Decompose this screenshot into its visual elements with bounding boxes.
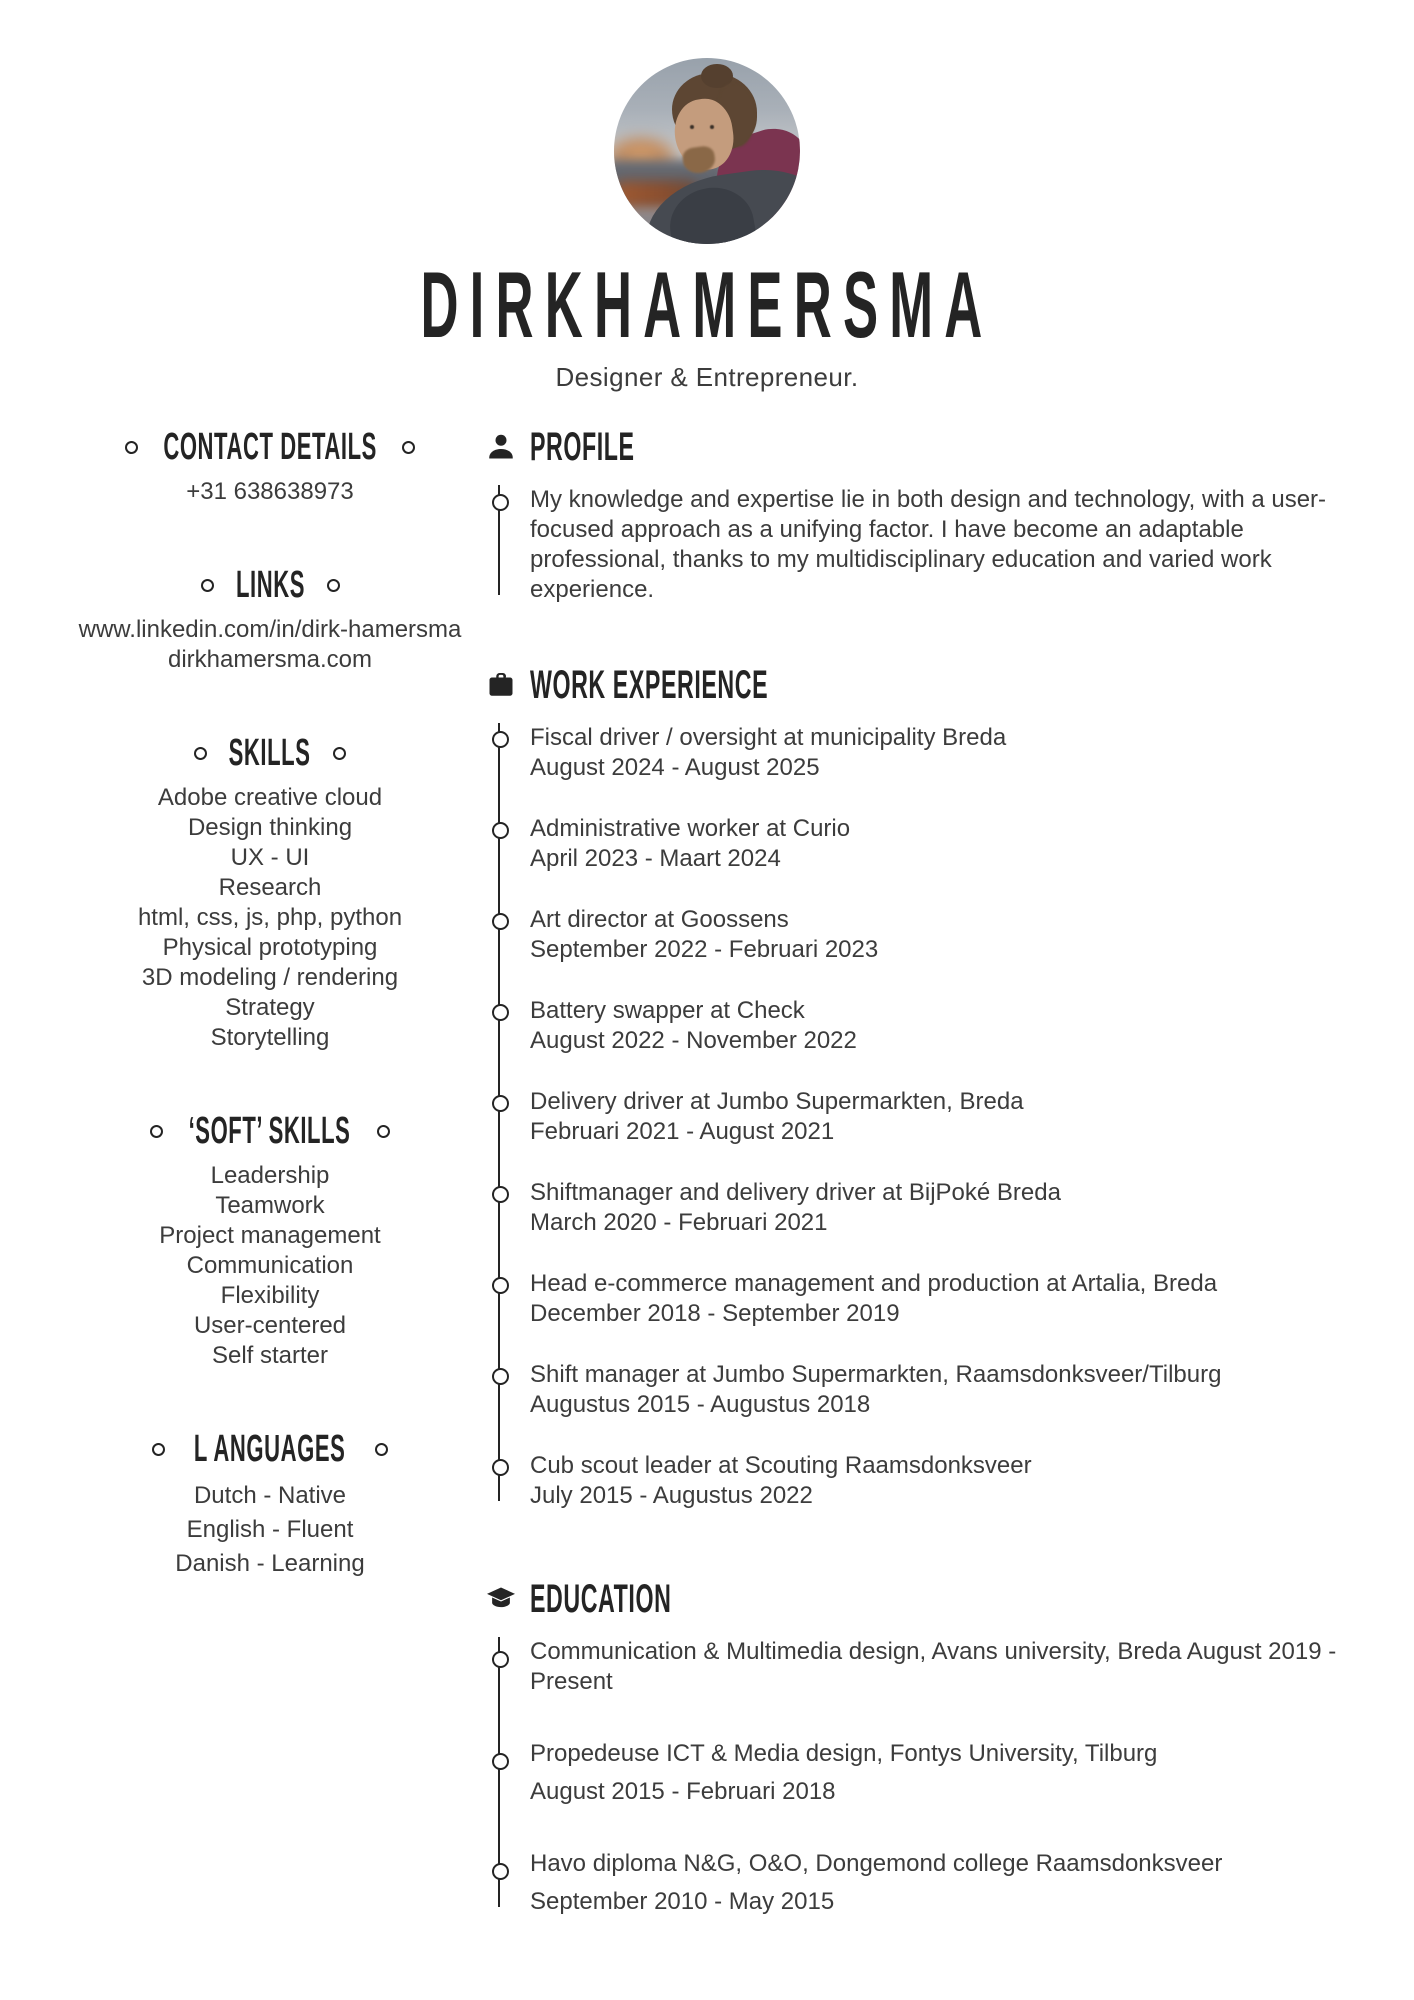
main-content (480, 425, 1366, 1959)
work-entry-date: December 2018 - September 2019 (530, 1300, 900, 1327)
skill-item: 3D modeling / rendering (141, 964, 399, 991)
work-entry (530, 905, 1366, 965)
skill-item: Physical prototyping (162, 934, 378, 961)
page-title: DIRKHAMERSMA (420, 252, 994, 357)
education-entry-date: September 2010 - May 2015 (530, 1888, 835, 1915)
work-entry (530, 996, 1366, 1056)
education-entry-title: Communication & Multimedia design, Avans university, Breda (530, 1638, 1182, 1665)
bullet-circle-icon (327, 579, 340, 592)
page-header (0, 0, 1414, 393)
section-education (486, 1577, 1366, 1917)
soft-skill-item: Self starter (211, 1342, 329, 1369)
photo-eyes (688, 125, 716, 132)
soft-skill-item: Leadership (210, 1162, 330, 1189)
contact-details-title: CONTACT DETAILS (163, 425, 377, 468)
soft-skill-item: Communication (186, 1252, 354, 1279)
skills-heading (60, 731, 480, 775)
contact-details-heading (60, 425, 480, 469)
work-entry-date: August 2024 - August 2025 (530, 754, 820, 781)
sidebar (60, 425, 480, 1959)
work-entry (530, 723, 1366, 783)
work-entry-title: Cub scout leader at Scouting Raamsdonksveer (530, 1452, 1032, 1479)
person-icon (486, 432, 516, 462)
soft-skill-item: Project management (159, 1222, 381, 1249)
bullet-circle-icon (150, 1125, 163, 1138)
soft-skills-title: ‘SOFT’ SKILLS (189, 1109, 351, 1152)
section-work-experience (486, 663, 1366, 1511)
work-experience-title: WORK EXPERIENCE (530, 662, 769, 707)
section-skills (60, 731, 480, 1053)
work-entry (530, 1269, 1366, 1329)
bullet-circle-icon (333, 747, 346, 760)
work-entry-title: Head e-commerce management and production at Artalia, Breda (530, 1270, 1218, 1297)
language-item: Dutch - Native (193, 1482, 347, 1509)
work-entry-date: August 2022 - November 2022 (530, 1027, 857, 1054)
languages-title: L ANGUAGES (194, 1427, 346, 1470)
profile-entry (530, 485, 1366, 605)
skill-item: Research (218, 874, 322, 901)
work-entry-title: Shiftmanager and delivery driver at BijPoké Breda (530, 1179, 1061, 1206)
education-entry-date: August 2019 - Present (530, 1638, 1337, 1695)
work-entry (530, 1087, 1366, 1147)
soft-skill-item: Teamwork (215, 1192, 325, 1219)
soft-skill-item: User-centered (193, 1312, 347, 1339)
education-entry (530, 1849, 1366, 1917)
section-languages (60, 1427, 480, 1581)
work-entry-date: March 2020 - Februari 2021 (530, 1209, 828, 1236)
work-entry-date: September 2022 - Februari 2023 (530, 936, 879, 963)
skill-item: Strategy (225, 994, 315, 1021)
phone-number: +31 638638973 (186, 478, 354, 505)
profile-text: My knowledge and expertise lie in both design and technology, with a user-focused approach as a unifying factor. I have become an adaptable professional, thanks to my multidisciplinary education and varied work experience. (530, 486, 1327, 603)
section-profile (486, 425, 1366, 605)
work-entry-title: Art director at Goossens (530, 906, 789, 933)
content-columns (0, 425, 1414, 1959)
skills-title: SKILLS (229, 731, 311, 774)
linkedin-link[interactable]: www.linkedin.com/in/dirk-hamersma (78, 616, 462, 643)
website-link[interactable]: dirkhamersma.com (167, 646, 373, 673)
education-timeline (486, 1637, 1366, 1917)
bullet-circle-icon (377, 1125, 390, 1138)
skill-item: Adobe creative cloud (157, 784, 383, 811)
profile-timeline (486, 485, 1366, 605)
education-entry (530, 1739, 1366, 1807)
bullet-circle-icon (402, 441, 415, 454)
soft-skill-item: Flexibility (220, 1282, 320, 1309)
work-entry-date: Februari 2021 - August 2021 (530, 1118, 835, 1145)
bullet-circle-icon (375, 1443, 388, 1456)
links-title: LINKS (235, 563, 305, 606)
education-entry-title: Havo diploma N&G, O&O, Dongemond college Raamsdonksveer (530, 1850, 1223, 1877)
work-entry-title: Fiscal driver / oversight at municipality Breda (530, 724, 1007, 751)
work-experience-header (486, 663, 1366, 707)
bullet-circle-icon (194, 747, 207, 760)
section-soft-skills (60, 1109, 480, 1371)
work-entry (530, 814, 1366, 874)
education-entry-date: August 2015 - Februari 2018 (530, 1778, 836, 1805)
work-entry-title: Battery swapper at Check (530, 997, 805, 1024)
education-title: EDUCATION (530, 1576, 672, 1621)
section-contact-details (60, 425, 480, 507)
links-heading (60, 563, 480, 607)
work-entry (530, 1360, 1366, 1420)
briefcase-icon (486, 670, 516, 700)
work-entry-title: Delivery driver at Jumbo Supermarkten, Breda (530, 1088, 1024, 1115)
skill-item: Design thinking (187, 814, 353, 841)
education-entry-title: Propedeuse ICT & Media design, Fontys University, Tilburg (530, 1740, 1158, 1767)
graduation-cap-icon (486, 1584, 516, 1614)
work-entry-title: Administrative worker at Curio (530, 815, 851, 842)
profile-header (486, 425, 1366, 469)
education-header (486, 1577, 1366, 1621)
soft-skills-heading (60, 1109, 480, 1153)
work-entry-date: July 2015 - Augustus 2022 (530, 1482, 813, 1509)
language-item: Danish - Learning (175, 1550, 365, 1577)
bullet-circle-icon (125, 441, 138, 454)
language-item: English - Fluent (186, 1516, 354, 1543)
bullet-circle-icon (152, 1443, 165, 1456)
bullet-circle-icon (201, 579, 214, 592)
work-entry-date: Augustus 2015 - Augustus 2018 (530, 1391, 871, 1418)
work-entry (530, 1451, 1366, 1511)
profile-photo (614, 58, 800, 244)
skill-item: html, css, js, php, python (137, 904, 403, 931)
languages-heading (60, 1427, 480, 1471)
work-entry-title: Shift manager at Jumbo Supermarkten, Raamsdonksveer/Tilburg (530, 1361, 1222, 1388)
page-subtitle: Designer & Entrepreneur. (555, 362, 859, 392)
skill-item: UX - UI (230, 844, 310, 871)
skill-item: Storytelling (210, 1024, 330, 1051)
section-links (60, 563, 480, 675)
work-entry (530, 1178, 1366, 1238)
work-timeline (486, 723, 1366, 1511)
work-entry-date: April 2023 - Maart 2024 (530, 845, 781, 872)
profile-title: PROFILE (530, 424, 635, 469)
education-entry (530, 1637, 1366, 1697)
